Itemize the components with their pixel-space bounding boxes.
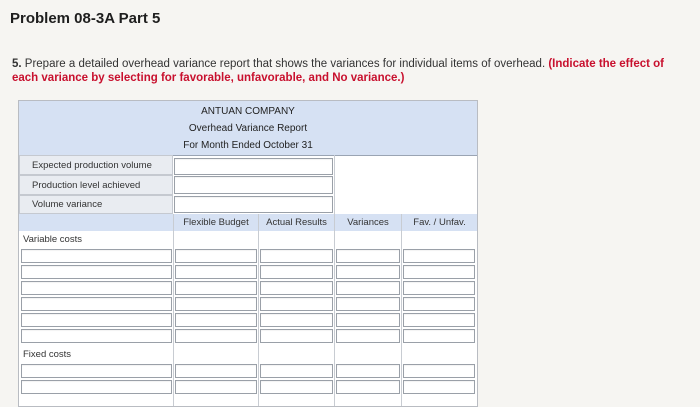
variable-row-4-fav-unfav-input[interactable] — [403, 297, 475, 311]
variable-row-3-cost-item-input[interactable] — [21, 281, 172, 295]
variable-row-2-actual-results-input[interactable] — [260, 265, 333, 279]
variable-row-2-variances-input[interactable] — [336, 265, 400, 279]
variable-row-5-variances-input[interactable] — [336, 313, 400, 327]
variable-row-3-actual-results-input[interactable] — [260, 281, 333, 295]
fixed-row-2-actual-results-input[interactable] — [260, 380, 333, 394]
fixed-row-1-actual-results-input[interactable] — [260, 364, 333, 378]
volume-variance-input[interactable] — [174, 196, 333, 213]
variable-row-3-variances-input[interactable] — [336, 281, 400, 295]
section-variable-costs: Variable costs — [23, 234, 82, 245]
variable-row-6-flexible-budget-input[interactable] — [175, 329, 257, 343]
column-flexible-budget: Flexible Budget — [174, 214, 258, 231]
variable-row-1-variances-input[interactable] — [336, 249, 400, 263]
section-fixed-costs: Fixed costs — [23, 349, 72, 360]
instruction-emphasis: (Indicate the effect of each variance by selecting for favorable, unfavorable, and No variance.) — [12, 58, 664, 84]
variable-row-6-fav-unfav-input[interactable] — [403, 329, 475, 343]
fixed-row-2-flexible-budget-input[interactable] — [175, 380, 257, 394]
fixed-row-1-cost-item-input[interactable] — [21, 364, 172, 378]
variable-row-2-flexible-budget-input[interactable] — [175, 265, 257, 279]
variable-row-5-cost-item-input[interactable] — [21, 313, 172, 327]
expected-volume-input[interactable] — [174, 158, 333, 175]
row-label-production-achieved: Production level achieved — [19, 175, 173, 195]
row-label-expected-volume: Expected production volume — [19, 155, 173, 175]
column-variances: Variances — [335, 214, 401, 231]
overhead-variance-report — [18, 100, 478, 407]
report-period: For Month Ended October 31 — [183, 139, 313, 151]
variable-row-1-flexible-budget-input[interactable] — [175, 249, 257, 263]
variable-row-4-variances-input[interactable] — [336, 297, 400, 311]
row-label-volume-variance: Volume variance — [19, 195, 173, 214]
column-fav-unfav: Fav. / Unfav. — [402, 214, 477, 231]
variable-row-1-fav-unfav-input[interactable] — [403, 249, 475, 263]
instructions — [12, 57, 692, 85]
variable-row-2-fav-unfav-input[interactable] — [403, 265, 475, 279]
variable-row-4-cost-item-input[interactable] — [21, 297, 172, 311]
variable-row-1-actual-results-input[interactable] — [260, 249, 333, 263]
variable-row-4-flexible-budget-input[interactable] — [175, 297, 257, 311]
page-title: Problem 08-3A Part 5 — [10, 10, 161, 27]
variable-row-5-flexible-budget-input[interactable] — [175, 313, 257, 327]
column-actual-results: Actual Results — [259, 214, 334, 231]
variable-row-2-cost-item-input[interactable] — [21, 265, 172, 279]
variable-row-4-actual-results-input[interactable] — [260, 297, 333, 311]
report-name: Overhead Variance Report — [188, 122, 308, 134]
instruction-number: 5. — [12, 58, 22, 70]
fixed-row-1-flexible-budget-input[interactable] — [175, 364, 257, 378]
production-achieved-input[interactable] — [174, 176, 333, 194]
fixed-row-2-variances-input[interactable] — [336, 380, 400, 394]
variable-row-5-fav-unfav-input[interactable] — [403, 313, 475, 327]
instruction-text: Prepare a detailed overhead variance report that shows the variances for individual items of overhead. — [21, 58, 549, 70]
company-name: ANTUAN COMPANY — [201, 105, 295, 117]
variable-row-6-actual-results-input[interactable] — [260, 329, 333, 343]
variable-row-3-flexible-budget-input[interactable] — [175, 281, 257, 295]
variable-row-6-cost-item-input[interactable] — [21, 329, 172, 343]
variable-row-5-actual-results-input[interactable] — [260, 313, 333, 327]
variable-row-3-fav-unfav-input[interactable] — [403, 281, 475, 295]
fixed-row-2-cost-item-input[interactable] — [21, 380, 172, 394]
fixed-row-1-fav-unfav-input[interactable] — [403, 364, 475, 378]
report-header — [19, 101, 477, 156]
variable-row-6-variances-input[interactable] — [336, 329, 400, 343]
fixed-row-2-fav-unfav-input[interactable] — [403, 380, 475, 394]
fixed-row-1-variances-input[interactable] — [336, 364, 400, 378]
variable-row-1-cost-item-input[interactable] — [21, 249, 172, 263]
